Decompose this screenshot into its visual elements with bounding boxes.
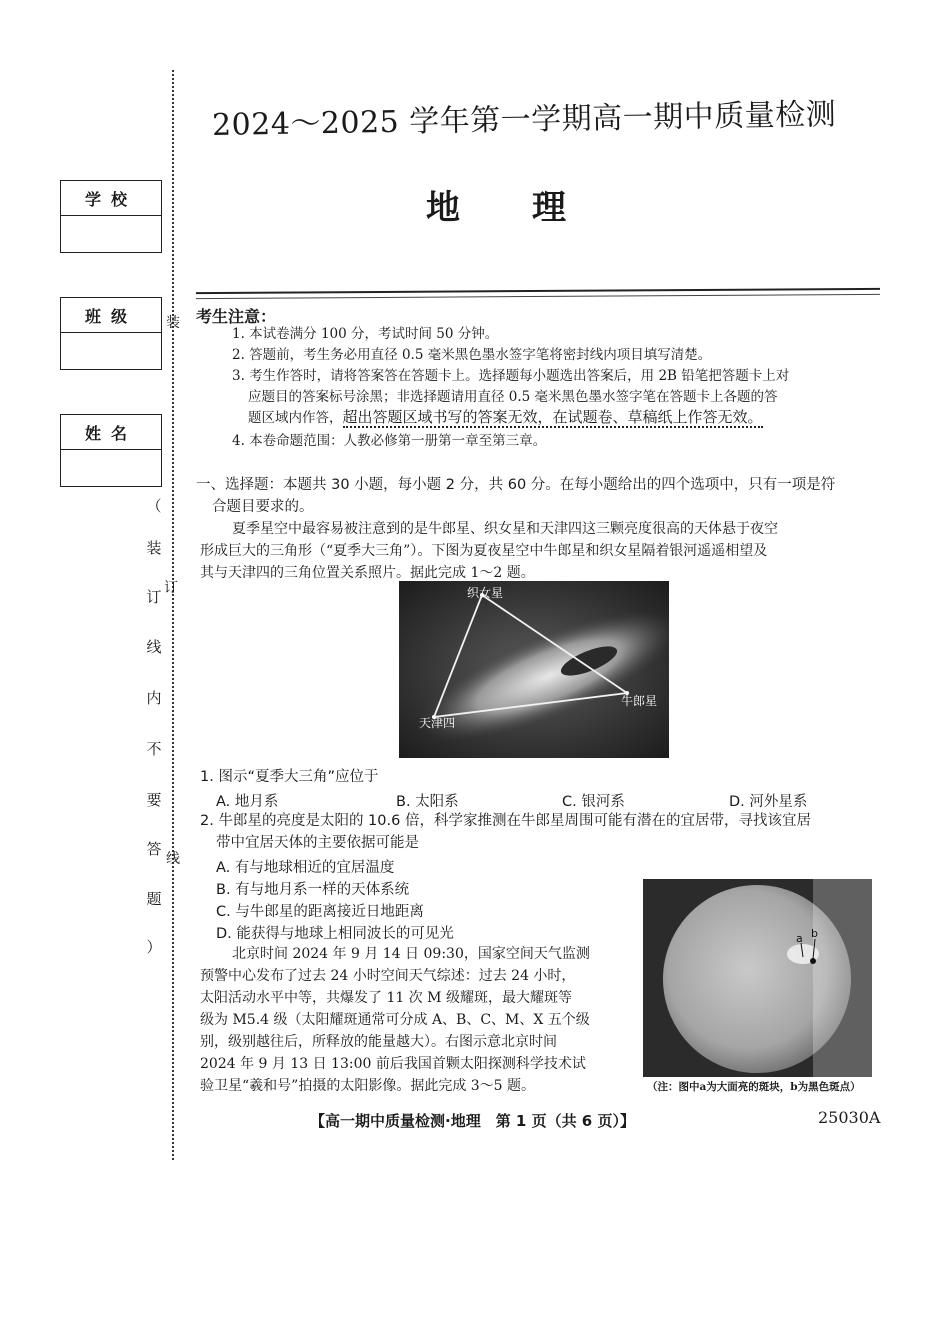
q1-option-c: C. 银河系: [562, 794, 625, 810]
header-rule-thin: [196, 294, 880, 299]
passage2-line-7: 验卫星“羲和号”拍摄的太阳影像。据此完成 3～5 题。: [200, 1078, 536, 1094]
vertical-note-char: 要: [146, 791, 162, 809]
notice-item-4: 4. 本卷命题范围：人教必修第一册第一章至第三章。: [232, 433, 547, 449]
q1-option-b: B. 太阳系: [396, 794, 459, 810]
vertical-note-char: 订: [146, 588, 162, 606]
section-heading-line1: 一、选择题：本题共 30 小题，每小题 2 分，共 60 分。在每小题给出的四个选项中，只有一项是符: [196, 477, 836, 493]
summer-triangle-photo: [399, 581, 669, 758]
intro-line-1: 夏季星空中最容易被注意到的是牛郎星、织女星和天津四这三颗亮度很高的天体悬于夜空: [232, 521, 778, 537]
vertical-note-char: ）: [146, 938, 162, 956]
name-field-box: [60, 414, 162, 487]
passage2-line-1: 北京时间 2024 年 9 月 14 日 09:30，国家空间天气监测: [232, 946, 590, 962]
q2-option-d: D. 能获得与地球上相同波长的可见光: [216, 926, 454, 942]
passage2-line-6: 2024 年 9 月 13 日 13:00 前后我国首颗太阳探测科学技术试: [200, 1056, 586, 1072]
notice-item-2: 2. 答题前，考生务必用直径 0.5 毫米黑色墨水签字笔将密封线内项目填写清楚。: [232, 347, 712, 363]
question-2-stem-line2: 带中宜居天体的主要依据可能是: [216, 835, 419, 851]
name-input[interactable]: [61, 450, 161, 486]
intro-line-2: 形成巨大的三角形（“夏季大三角”）。下图为夏夜星空中牛郎星和织女星隔着银河遥遥相望及: [200, 543, 768, 559]
notice-item-1: 1. 本试卷满分 100 分，考试时间 50 分钟。: [232, 326, 499, 342]
intro-line-3: 其与天津四的三角位置关系照片。据此完成 1～2 题。: [200, 565, 535, 581]
vertical-note-char: 答: [146, 840, 162, 858]
vertical-note-char: 线: [146, 638, 162, 656]
question-2-stem-line1: 2. 牛郎星的亮度是太阳的 10.6 倍，科学家推测在牛郎星周围可能有潜在的宜居带，寻找该宜居: [200, 813, 811, 829]
page-footer: 【高一期中质量检测·地理 第 1 页（共 6 页）】: [310, 1112, 635, 1130]
q2-option-c: C. 与牛郎星的距离接近日地距离: [216, 904, 424, 920]
sun-image: [643, 879, 872, 1077]
label-deneb: 天津四: [419, 716, 456, 730]
label-a: a: [796, 932, 803, 945]
notice-emphasis: 超出答题区域书写的答案无效，在试题卷、草稿纸上作答无效。: [342, 408, 763, 426]
q2-option-a: A. 有与地球相近的宜居温度: [216, 860, 395, 876]
notice-item-3-end-text: 题区域内作答，: [248, 410, 343, 426]
milky-way-band: [403, 585, 669, 758]
notice-item-3: 3. 考生作答时，请将答案答在答题卡上。选择题每小题选出答案后，用 2B 铅笔把答题卡上对: [232, 368, 790, 384]
sun-image-svg: [643, 879, 872, 1077]
label-vega: 织女星: [467, 586, 504, 600]
notice-item-3-cont: 应题目的答案标号涂黑；非选择题请用直径 0.5 毫米黑色墨水签字笔在答题卡上各题的答: [248, 389, 778, 405]
section-heading-line2: 合题目要求的。: [212, 499, 314, 515]
vertical-note-char: （: [146, 497, 162, 515]
paper-code: 25030A: [818, 1108, 881, 1127]
question-1-stem: 1. 图示“夏季大三角”应位于: [200, 769, 379, 785]
passage2-line-3: 太阳活动水平中等，共爆发了 11 次 M 级耀斑，最大耀斑等: [200, 990, 572, 1006]
sun-image-caption: （注：图中a为大面亮的斑块，b为黑色斑点）: [647, 1081, 861, 1093]
header-rule-thick: [196, 288, 880, 294]
side-mark-ding: 订: [164, 580, 178, 596]
passage2-line-5: 别，级别越往后，所释放的能量越大）。右图示意北京时间: [200, 1034, 557, 1050]
label-b: b: [811, 927, 818, 940]
side-mark-zhuang: 装: [166, 315, 180, 331]
class-field-box: [60, 297, 162, 370]
name-label: 姓名: [61, 415, 161, 450]
summer-triangle-svg: [399, 581, 669, 758]
label-altair: 牛郎星: [621, 694, 658, 708]
binding-dotted-line: [172, 70, 174, 1160]
vertical-note-char: 题: [146, 890, 162, 908]
edge-highlight: [813, 879, 872, 1077]
school-label: 学校: [61, 181, 161, 216]
vertical-note-char: 内: [146, 689, 162, 707]
side-mark-xian: 线: [166, 851, 180, 867]
passage2-line-4: 级为 M5.4 级（太阳耀斑通常可分成 A、B、C、M、X 五个级: [200, 1012, 590, 1028]
notice-item-3-end: [248, 407, 763, 429]
vertical-note-char: 不: [146, 740, 162, 758]
section-heading: [196, 474, 882, 518]
class-input[interactable]: [61, 333, 161, 369]
q2-option-b: B. 有与地月系一样的天体系统: [216, 882, 410, 898]
exam-title: 2024～2025 学年第一学期高一期中质量检测: [211, 97, 837, 143]
passage2-line-2: 预警中心发布了过去 24 小时空间天气综述：过去 24 小时，: [200, 968, 576, 984]
notice-heading: 考生注意：: [196, 307, 277, 326]
class-label: 班级: [61, 298, 161, 333]
subject-title: 地理: [426, 188, 638, 228]
vertical-note-char: 装: [146, 539, 162, 557]
q1-option-d: D. 河外星系: [729, 794, 808, 810]
q1-option-a: A. 地月系: [216, 794, 279, 810]
